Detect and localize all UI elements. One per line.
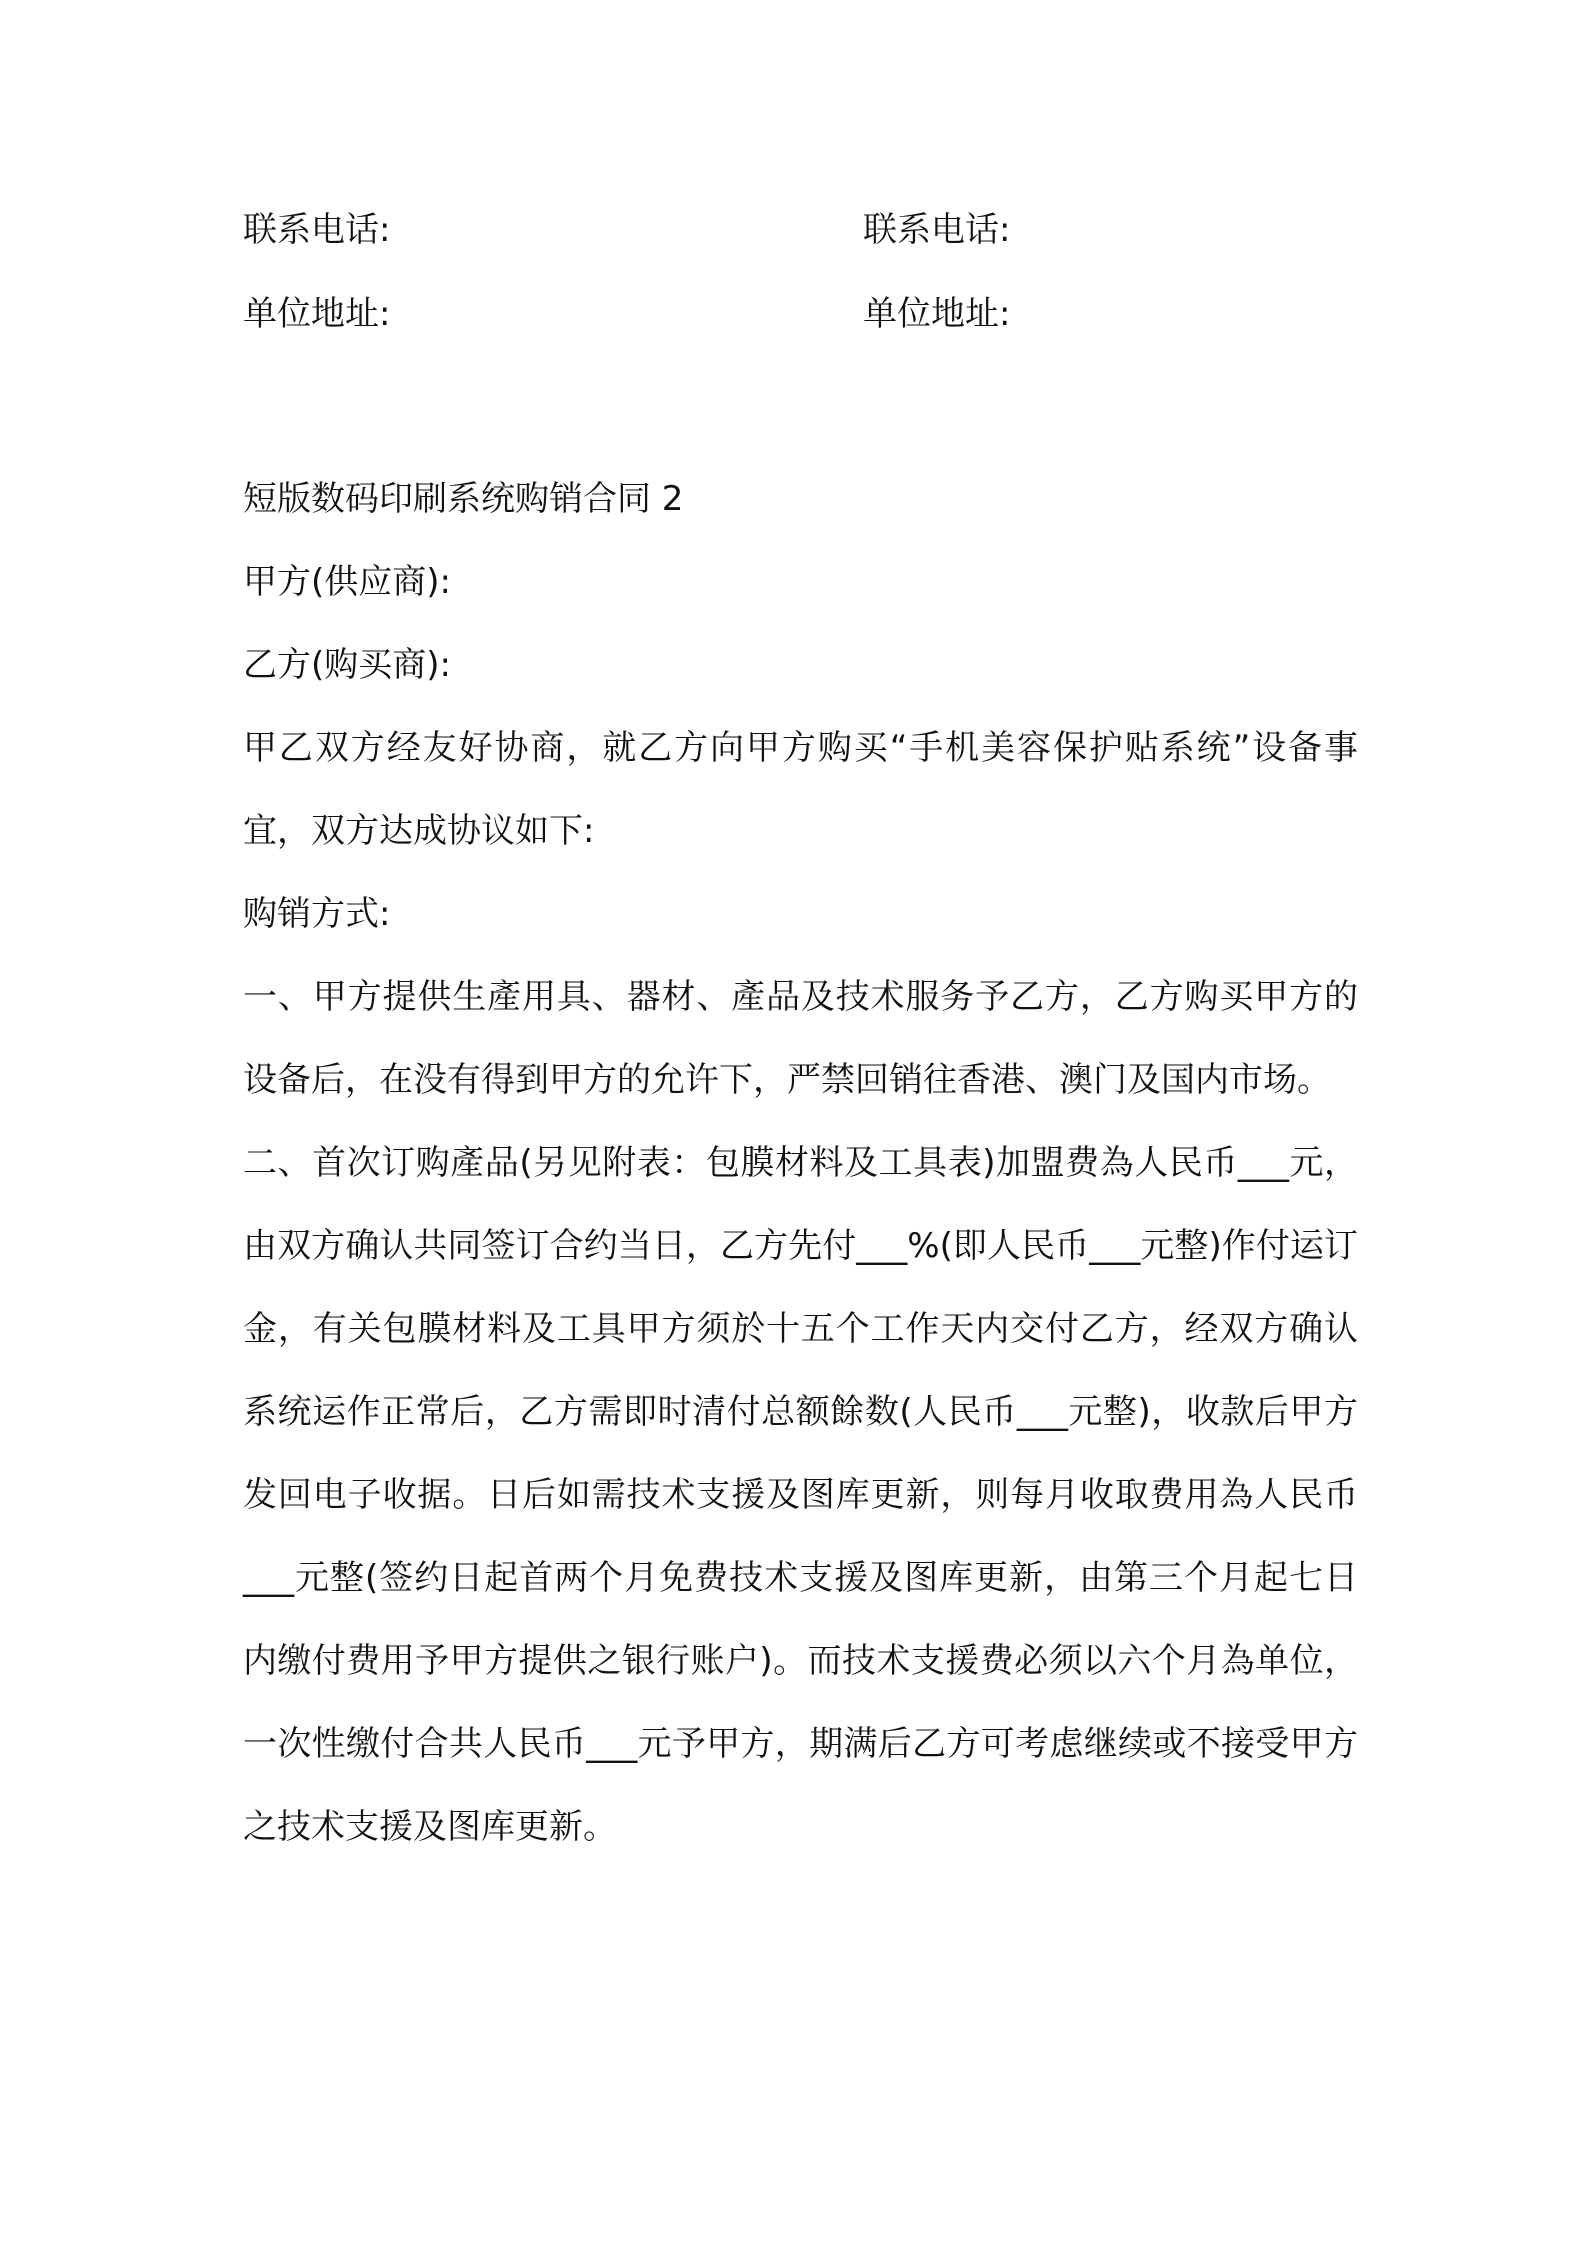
contract-intro: 甲乙双方经友好协商，就乙方向甲方购买“手机美容保护贴系统”设备事宜，双方达成协议如下: xyxy=(243,728,1358,851)
party-a-phone-label: 联系电话: xyxy=(243,210,391,250)
party-b-label: 乙方(购买商): xyxy=(243,645,451,685)
party-a-address-label: 单位地址: xyxy=(243,294,391,334)
contact-address-row xyxy=(243,289,1363,339)
clause-1: 一、甲方提供生產用具、器材、產品及技术服务予乙方，乙方购买甲方的设备后，在没有得到甲方的允许下，严禁回销往香港、澳门及国内市场。 xyxy=(243,977,1358,1100)
party-b-address-label: 单位地址: xyxy=(863,294,1011,334)
clause-2: 二、首次订购產品(另见附表：包膜材料及工具表)加盟费為人民币___元，由双方确认共同签订合约当日，乙方先付___%(即人民币___元整)作付运订金，有关包膜材料及工具甲方须於十五个工作天内交付乙方，经双方确认系统运作正常后，乙方需即时清付总额餘数(人民币___元整)，收款后甲方发回电子收据。日后如需技术支援及图库更新，则每月收取费用為人民币___元整(签约日起首两个月免费技术支援及图库更新，由第三个月起七日内缴付费用予甲方提供之银行账户)。而技术支援费必须以六个月為单位，一次性缴付合共人民币___元予甲方，期满后乙方可考虑继续或不接受甲方之技术支援及图库更新。 xyxy=(243,1143,1358,1847)
party-b-phone-label: 联系电话: xyxy=(863,210,1011,250)
contact-phone-row xyxy=(243,205,1363,255)
contract-body xyxy=(243,458,1358,1869)
contract-title: 短版数码印刷系统购销合同 2 xyxy=(243,479,684,519)
party-a-label: 甲方(供应商): xyxy=(243,562,451,602)
section-heading: 购销方式: xyxy=(243,894,391,934)
